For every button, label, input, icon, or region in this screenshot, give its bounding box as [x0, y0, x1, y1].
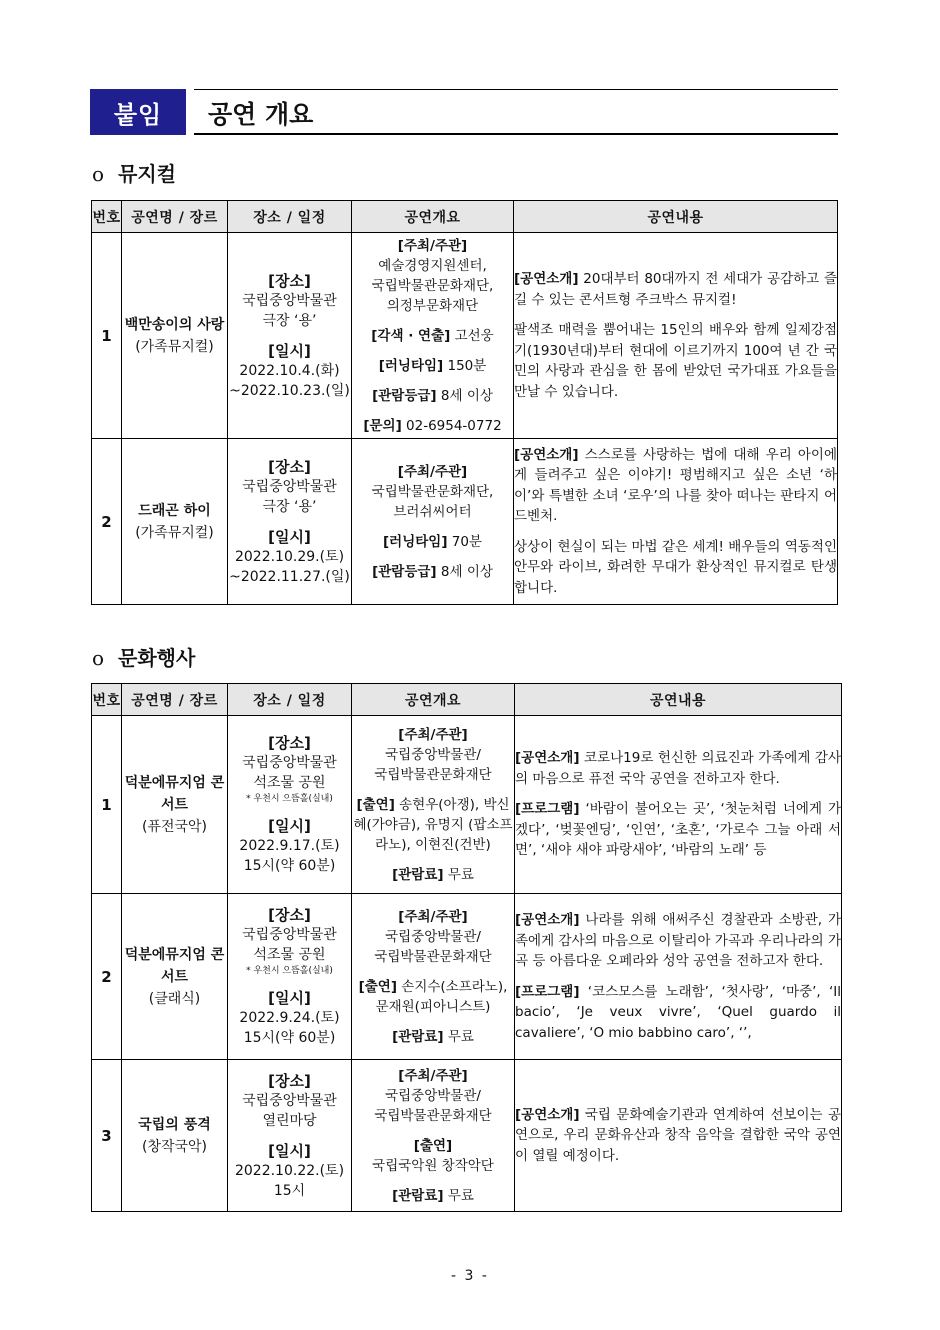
place-line: 열린마당 [262, 1112, 317, 1129]
header-col-overview: 공연개요 [352, 684, 515, 716]
header-col-content: 공연내용 [514, 201, 838, 233]
attachment-header [90, 89, 838, 135]
place-line: 극장 ‘용’ [262, 312, 317, 329]
date-label: [일시] [268, 817, 311, 835]
content-text: 스스로를 사랑하는 법에 대해 우리 아이에게 들려주고 싶은 이야기! 평범해지고 싶은 소년 ‘하이’와 특별한 소녀 ‘로우’의 나를 찾아 떠나는 판타지 어드벤처. [514, 446, 837, 525]
overview-item [352, 462, 513, 482]
content-cell [515, 1060, 842, 1212]
place-line: 국립중앙박물관 [242, 292, 337, 309]
content-paragraph [515, 1105, 841, 1167]
spacer [515, 789, 841, 799]
page-number: - 3 - [451, 1268, 489, 1284]
table-row [92, 439, 838, 605]
spacer [228, 331, 351, 341]
table-row [92, 716, 842, 894]
content-label: [공연소개] [515, 912, 580, 928]
overview-subline: 국립박물관문화재단 [374, 766, 492, 783]
overview-subline: 국립중앙박물관/ [385, 1087, 481, 1104]
table-row [92, 1060, 842, 1212]
overview-item [352, 356, 513, 376]
place-line: 석조물 공원 [253, 947, 326, 963]
overview-label: [주최/주관] [397, 463, 468, 480]
header-col-overview: 공연개요 [352, 201, 514, 233]
overview-text: 150분 [443, 357, 487, 374]
place-label: [장소] [268, 271, 311, 290]
date-label: [일시] [268, 989, 311, 1007]
content-label: [공연소개] [514, 271, 579, 287]
content-label: [프로그램] [515, 983, 580, 1000]
overview-subline: 예술경영지원센터, [378, 257, 487, 274]
spacer [228, 1131, 351, 1141]
overview-label: [주최/주관] [398, 726, 468, 743]
header-col-title-genre: 공연명 / 장르 [122, 201, 228, 233]
overview-text: 8세 이상 [436, 387, 493, 404]
overview-label: [주최/주관] [398, 1067, 468, 1084]
overview-cell [352, 716, 515, 894]
event-name-cell [122, 716, 228, 894]
overview-label: [관람등급] [372, 563, 437, 580]
place-date-cell [228, 716, 352, 894]
date-label: [일시] [268, 1141, 311, 1160]
event-name: 국립의 풍격 [138, 1116, 211, 1133]
content-text: ‘코스모스를 노래함’, ‘첫사랑’, ‘마중’, ‘Il bacio’, ‘Je veux vivre’, ‘Quel guardo il cavaliere’, ‘O mio babbino caro’, ‘’, [515, 983, 841, 1041]
page-title: 공연 개요 [208, 100, 314, 129]
section-bullet: o [92, 646, 105, 670]
content-text: 팔색조 매력을 뿜어내는 15인의 배우와 함께 일제강점기(1930년대)부터 현대에 이르기까지 100여 년 간 국민의 사랑과 관심을 한 몸에 받았던 국가대표 가요들을 만날 수 있습니다. [514, 322, 837, 400]
overview-text: 손지수(소프라노), 문재원(피아니스트) [375, 978, 508, 1015]
overview-item [352, 1136, 514, 1156]
overview-label: [출연] [413, 1137, 453, 1154]
place-label: [장소] [268, 457, 311, 476]
overview-text: 무료 [443, 1028, 474, 1045]
event-name-cell [122, 439, 228, 605]
overview-item [352, 907, 514, 927]
overview-cell [352, 439, 514, 605]
overview-subline: 국립박물관문화재단, [371, 277, 494, 294]
spacer [515, 972, 841, 982]
overview-label: [문의] [363, 417, 402, 434]
place-line: 석조물 공원 [253, 775, 326, 791]
section-title-culture-event [92, 642, 195, 671]
row-number: 2 [92, 439, 122, 605]
content-text: ‘바람이 불어오는 곳’, ‘첫눈처럼 너에게 가겠다’, ‘벚꽃엔딩’, ‘인연’, ‘초혼’, ‘가로수 그늘 아래 서면’, ‘새야 새야 파랑새야’, ‘바람의 노래’ 등 [515, 801, 841, 859]
rain-note: * 우천시 으뜸홀(실내) [246, 966, 333, 976]
event-genre: (가족뮤지컬) [135, 338, 214, 355]
header-col-number: 번호 [92, 684, 122, 716]
overview-subline: 국립국악원 창작악단 [372, 1157, 494, 1174]
event-genre: (클래식) [148, 990, 201, 1007]
header-col-place-date: 장소 / 일정 [228, 201, 352, 233]
overview-cell [352, 1060, 515, 1212]
date-line: 15시(약 60분) [243, 858, 336, 874]
date-line: 2022.10.29.(토) [234, 548, 345, 565]
spacer [352, 1126, 514, 1136]
place-date-cell [228, 439, 352, 605]
content-cell [515, 894, 842, 1060]
overview-label: [주최/주관] [398, 908, 468, 925]
content-cell [514, 233, 838, 439]
overview-label: [관람등급] [372, 387, 437, 404]
event-name: 덕분에뮤지엄 콘서트 [124, 946, 225, 985]
header-rule-top [194, 89, 838, 90]
rain-note: * 우천시 으뜸홀(실내) [246, 794, 333, 804]
section-title-text: 뮤지컬 [118, 162, 177, 186]
overview-subline: 브러쉬씨어터 [393, 503, 472, 520]
overview-subline: 국립중앙박물관/ [385, 746, 481, 763]
spacer [352, 1176, 514, 1186]
header-col-content: 공연내용 [515, 684, 842, 716]
date-line: 2022.9.17.(토) [239, 838, 340, 854]
place-line: 국립중앙박물관 [242, 755, 337, 771]
header-col-number: 번호 [92, 201, 122, 233]
date-line: 2022.10.22.(토) [234, 1162, 345, 1179]
content-paragraph [514, 269, 837, 310]
overview-text: 02-6954-0772 [401, 417, 502, 434]
content-paragraph [515, 748, 841, 789]
place-date-cell [228, 233, 352, 439]
overview-label: [러닝타임] [382, 533, 448, 550]
content-paragraph [514, 537, 837, 599]
content-text: 상상이 현실이 되는 마법 같은 세계! 배우들의 역동적인 안무와 라이브, 화려한 무대가 환상적인 뮤지컬로 탄생합니다. [514, 538, 837, 596]
row-number: 3 [92, 1060, 122, 1212]
row-number: 2 [92, 894, 122, 1060]
header-rule-bottom [194, 133, 838, 135]
overview-item [352, 386, 513, 406]
spacer [228, 806, 351, 816]
spacer [352, 376, 513, 386]
place-label: [장소] [268, 1071, 311, 1090]
overview-cell [352, 894, 515, 1060]
content-paragraph [515, 799, 841, 861]
date-line: 15시(약 60분) [243, 1030, 336, 1046]
overview-subline: 국립박물관문화재단 [374, 948, 492, 965]
content-paragraph [514, 445, 837, 527]
table-row [92, 233, 838, 439]
header-col-title-genre: 공연명 / 장르 [122, 684, 228, 716]
overview-label: [출연] [358, 978, 397, 995]
place-line: 국립중앙박물관 [242, 1092, 337, 1109]
event-genre: (가족뮤지컬) [135, 524, 214, 541]
event-genre: (퓨전국악) [141, 818, 208, 835]
date-line: ~2022.11.27.(일) [229, 568, 350, 585]
place-line: 국립중앙박물관 [242, 927, 337, 943]
event-genre: (창작국악) [141, 1138, 208, 1155]
overview-subline: 의정부문화재단 [386, 297, 479, 314]
overview-label: [관람료] [392, 1028, 444, 1045]
place-label: [장소] [268, 734, 311, 752]
overview-item [352, 236, 513, 256]
overview-label: [각색 · 연출] [371, 327, 451, 344]
overview-text: 무료 [443, 866, 474, 883]
spacer [352, 406, 513, 416]
content-label: [공연소개] [514, 446, 579, 463]
place-line: 국립중앙박물관 [242, 478, 337, 495]
table-header-row [92, 684, 842, 716]
overview-subline: 국립중앙박물관/ [385, 928, 481, 945]
place-date-cell [228, 1060, 352, 1212]
overview-label: [관람료] [392, 866, 444, 883]
table-header-row [92, 201, 838, 233]
spacer [228, 978, 351, 988]
spacer [228, 517, 351, 527]
content-text: 20대부터 80대까지 전 세대가 공감하고 즐길 수 있는 콘서트형 주크박스 뮤지컬! [514, 271, 837, 308]
overview-item [352, 795, 514, 855]
overview-label: [주최/주관] [397, 237, 468, 254]
content-label: [프로그램] [515, 801, 580, 818]
date-line: ~2022.10.23.(일) [229, 382, 350, 399]
overview-text: 송현우(아쟁), 박신혜(가야금), 유명지 (팝소프라노), 이현진(건반) [353, 796, 513, 853]
date-label: [일시] [268, 527, 311, 546]
content-text: 국립 문화예술기관과 연계하여 선보이는 공연으로, 우리 문화유산과 창작 음악을 결합한 국악 공연이 열릴 예정이다. [515, 1106, 841, 1164]
overview-label: [관람료] [392, 1187, 444, 1204]
event-name: 드래곤 하이 [138, 502, 211, 519]
table-row [92, 894, 842, 1060]
overview-text: 8세 이상 [436, 563, 493, 580]
event-name-cell [122, 1060, 228, 1212]
section-title-text: 문화행사 [118, 646, 196, 670]
place-date-cell [228, 894, 352, 1060]
spacer [352, 967, 514, 977]
overview-cell [352, 233, 514, 439]
event-name-cell [122, 233, 228, 439]
content-label: [공연소개] [515, 1106, 580, 1123]
content-text: 나라를 위해 애써주신 경찰관과 소방관, 가족에게 감사의 마음으로 이탈리아 가곡과 우리나라의 가곡 등 아름다운 오페라와 성악 공연을 전하고자 한다. [515, 912, 841, 969]
row-number: 1 [92, 716, 122, 894]
overview-item [352, 1027, 514, 1047]
overview-label: [러닝타임] [378, 357, 444, 374]
place-label: [장소] [268, 906, 311, 924]
event-name: 백만송이의 사랑 [124, 316, 225, 333]
overview-item [352, 865, 514, 885]
section-title-musical [92, 158, 176, 187]
date-line: 2022.9.24.(토) [239, 1010, 340, 1026]
spacer [352, 1017, 514, 1027]
spacer [514, 310, 837, 320]
row-number: 1 [92, 233, 122, 439]
overview-item [352, 977, 514, 1017]
section-bullet: o [92, 162, 105, 186]
spacer [352, 855, 514, 865]
event-name-cell [122, 894, 228, 1060]
overview-item [352, 1066, 514, 1086]
spacer [352, 346, 513, 356]
date-line: 2022.10.4.(화) [239, 362, 340, 379]
spacer [352, 316, 513, 326]
content-paragraph [515, 910, 841, 972]
content-paragraph [515, 982, 841, 1044]
overview-text: 무료 [443, 1187, 474, 1204]
spacer [514, 527, 837, 537]
overview-text: 고선웅 [450, 327, 494, 344]
content-cell [514, 439, 838, 605]
overview-item [352, 326, 513, 346]
overview-text: 70분 [447, 533, 483, 550]
overview-subline: 국립박물관문화재단, [371, 483, 494, 500]
header-col-place-date: 장소 / 일정 [228, 684, 352, 716]
musical-table [91, 200, 838, 605]
content-cell [515, 716, 842, 894]
date-label: [일시] [268, 341, 311, 360]
spacer [352, 522, 513, 532]
event-name: 덕분에뮤지엄 콘서트 [124, 774, 225, 813]
date-line: 15시 [273, 1182, 306, 1199]
overview-subline: 국립박물관문화재단 [374, 1107, 492, 1124]
overview-item [352, 725, 514, 745]
place-line: 극장 ‘용’ [262, 498, 317, 515]
overview-item [352, 416, 513, 436]
attachment-badge: 붙임 [90, 89, 186, 135]
overview-label: [출연] [356, 796, 395, 813]
content-label: [공연소개] [515, 750, 580, 767]
content-text: 코로나19로 헌신한 의료진과 가족에게 감사의 마음으로 퓨전 국악 공연을 전하고자 한다. [515, 750, 841, 787]
content-paragraph [514, 320, 837, 402]
spacer [352, 785, 514, 795]
overview-item [352, 562, 513, 582]
culture-event-table [91, 683, 842, 1212]
overview-item [352, 532, 513, 552]
spacer [352, 552, 513, 562]
overview-item [352, 1186, 514, 1206]
